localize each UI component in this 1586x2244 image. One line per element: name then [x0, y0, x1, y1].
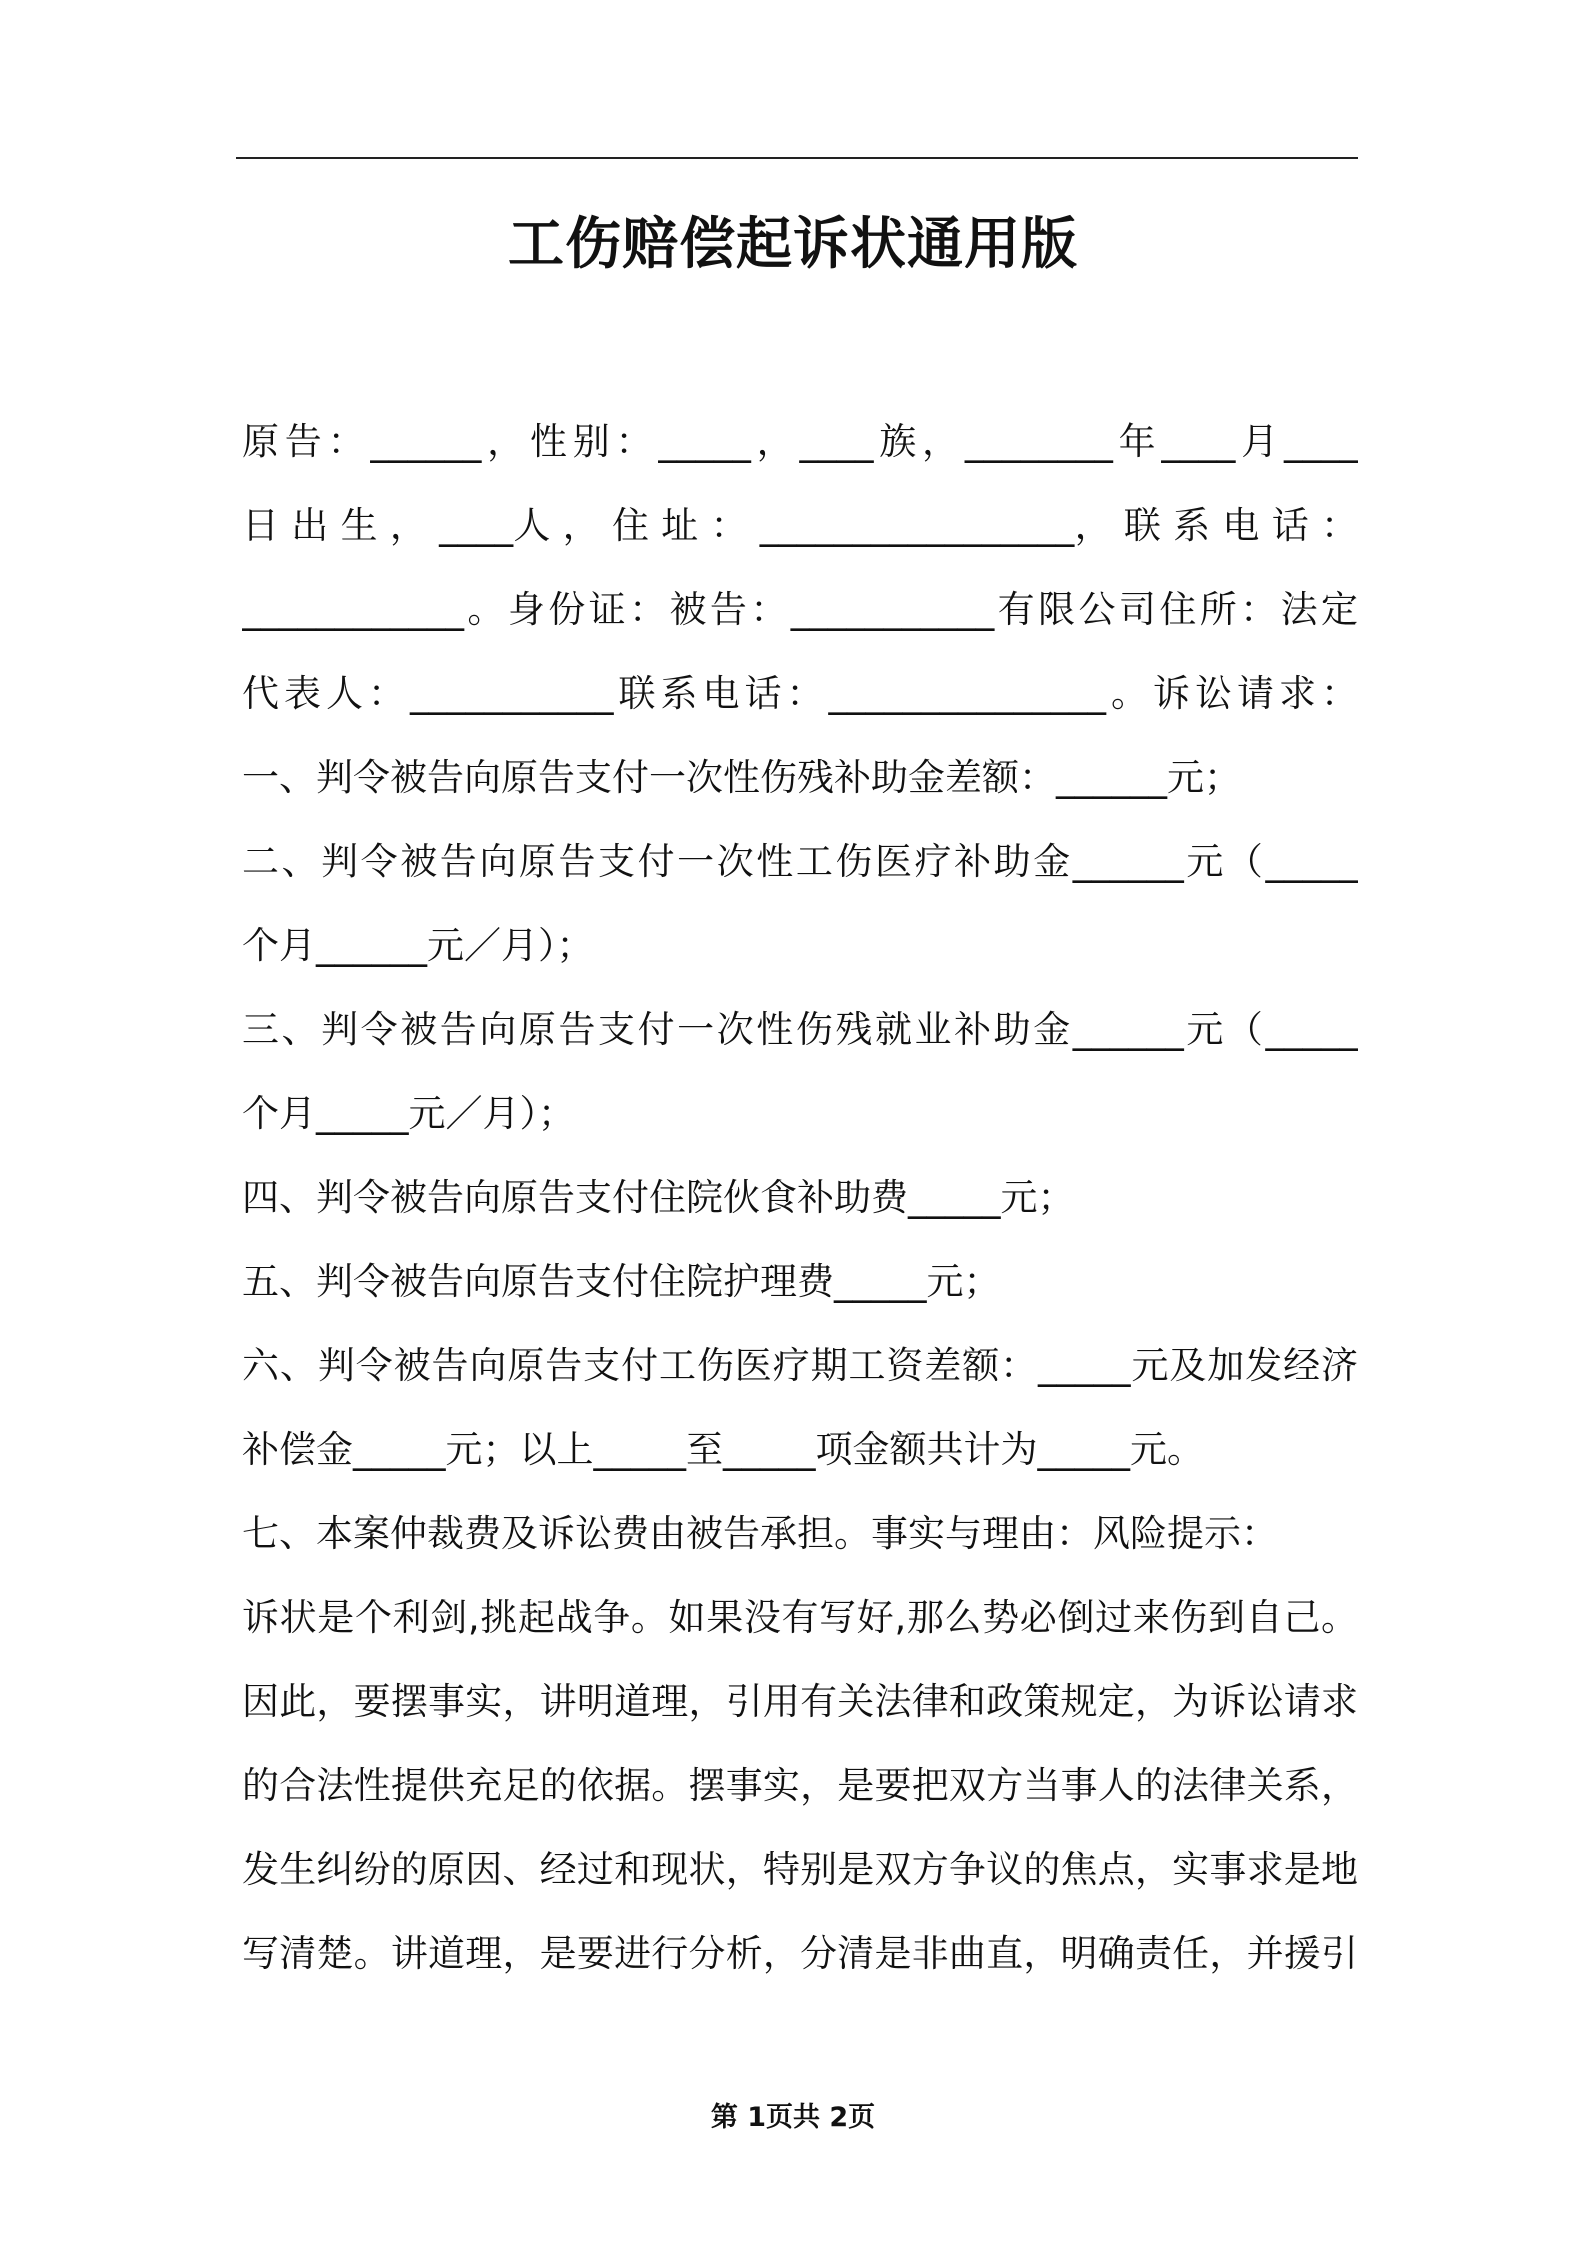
body-line-claim-3: 三、判令被告向原告支付一次性伤残就业补助金______元（_____: [242, 1008, 1358, 1051]
body-line-risk-1: 诉状是个利剑,挑起战争。如果没有写好,那么势必倒过来伤到自己。: [242, 1596, 1358, 1639]
body-line-risk-3: 的合法性提供充足的依据。摆事实，是要把双方当事人的法律关系，: [242, 1764, 1358, 1807]
body-line-claim-3-cont: 个月_____元／月）；: [242, 1092, 575, 1135]
body-line-risk-5: 写清楚。讲道理，是要进行分析，分清是非曲直，明确责任，并援引: [242, 1932, 1358, 1975]
body-line-birth-address: 日 出 生 ， ____人 ， 住 址 ： _________________， 联 系 电 话 ：: [242, 504, 1358, 547]
body-line-risk-4: 发生纠纷的原因、经过和现状，特别是双方争议的焦点，实事求是地: [242, 1848, 1358, 1891]
body-line-representative: 代表人：___________联系电话：_______________。诉讼请求：: [242, 672, 1358, 715]
body-line-claim-2-cont: 个月______元／月）；: [242, 924, 594, 967]
body-line-plaintiff: 原告：______，性别：_____，____族，________年____月____: [242, 420, 1358, 463]
page-footer: 第 1页共 2页: [710, 2102, 876, 2133]
document-body: [242, 400, 1358, 1996]
body-line-claim-6-cont: 补偿金_____元；以上_____至_____项金额共计为_____元。: [242, 1428, 1204, 1471]
body-line-id-defendant: ____________。身份证：被告：___________有限公司住所：法定: [242, 588, 1358, 631]
body-line-claim-4: 四、判令被告向原告支付住院伙食补助费_____元；: [242, 1176, 1075, 1219]
document-title: 工伤赔偿起诉状通用版: [508, 212, 1078, 277]
body-line-risk-2: 因此，要摆事实，讲明道理，引用有关法律和政策规定，为诉讼请求: [242, 1680, 1358, 1723]
body-line-claim-7: 七、本案仲裁费及诉讼费由被告承担。事实与理由：风险提示：: [242, 1512, 1278, 1555]
header-rule: [236, 157, 1358, 159]
body-line-claim-2: 二、判令被告向原告支付一次性工伤医疗补助金______元（_____: [242, 840, 1358, 883]
body-line-claim-1: 一、判令被告向原告支付一次性伤残补助金差额：______元；: [242, 756, 1241, 799]
body-line-claim-6: 六、判令被告向原告支付工伤医疗期工资差额：_____元及加发经济: [242, 1344, 1358, 1387]
body-line-claim-5: 五、判令被告向原告支付住院护理费_____元；: [242, 1260, 1001, 1303]
